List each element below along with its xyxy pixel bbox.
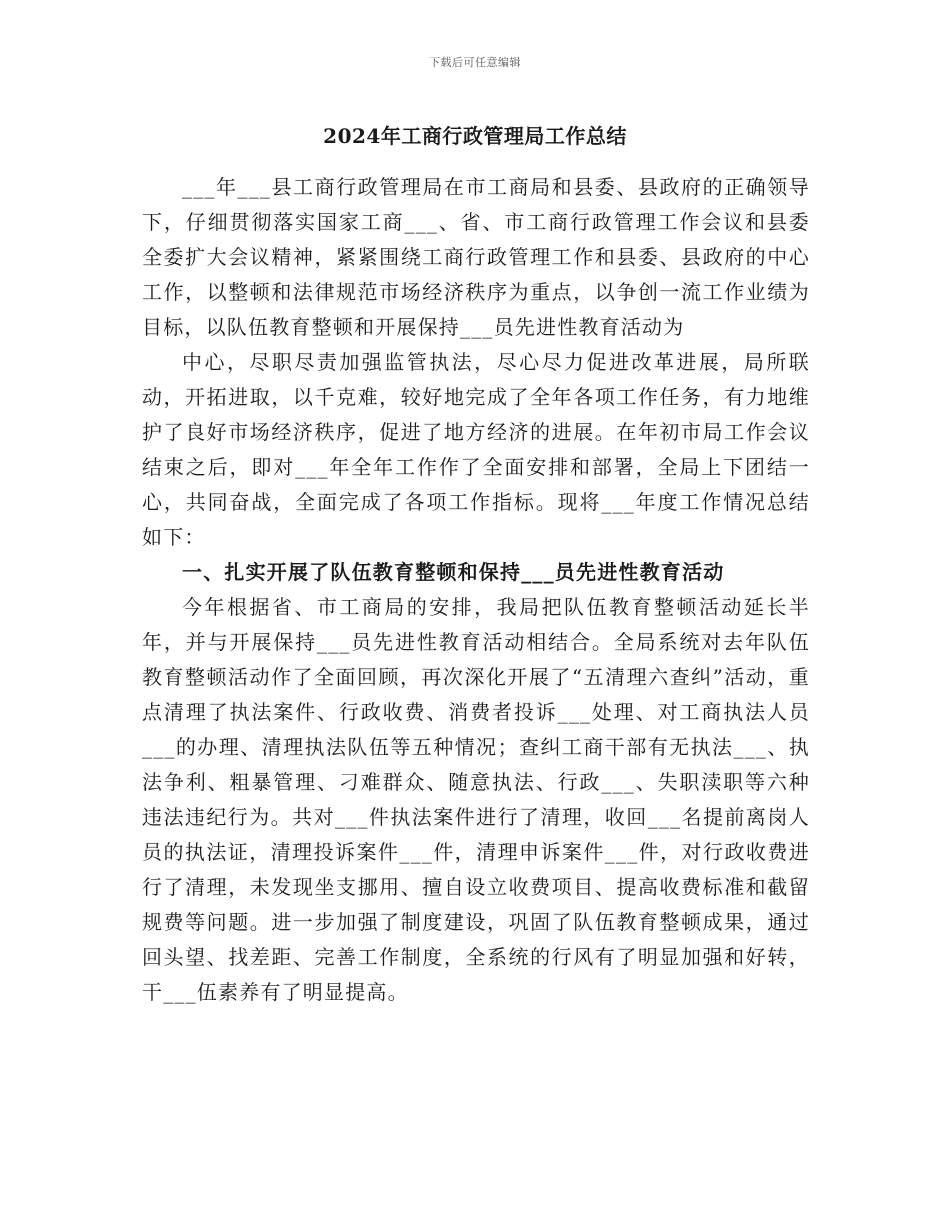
section-heading-1: 一、扎实开展了队伍教育整顿和保持___员先进性教育活动	[182, 560, 725, 584]
header-note: 下载后可任意编辑	[429, 56, 521, 69]
intro-paragraph: ___年___县工商行政管理局在市工商局和县委、县政府的正确领导下，仔细贯彻落实国家工商___、省、市工商行政管理工作会议和县委全委扩大会议精神，紧紧围绕工商行政管理工作和县委、县政府的中心工作，以整顿和法律规范市场经济秩序为重点，以争创一流工作业绩为目标，以队伍教育整顿和开展保持___员先进性教育活动为	[142, 175, 810, 339]
document-body	[142, 170, 810, 1010]
summary-paragraph: 中心，尽职尽责加强监管执法，尽心尽力促进改革进展，局所联动，开拓进取，以千克难，较好地完成了全年各项工作任务，有力地维护了良好市场经济秩序，促进了地方经济的进展。在年初市局工作会议结束之后，即对___年全年工作作了全面安排和部署，全局上下团结一心，共同奋战，全面完成了各项工作指标。现将___年度工作情况总结如下：	[142, 350, 810, 549]
section-1-paragraph: 今年根据省、市工商局的安排，我局把队伍教育整顿活动延长半年，并与开展保持___员先进性教育活动相结合。全局系统对去年队伍教育整顿活动作了全面回顾，再次深化开展了“五清理六查纠”活动，重点清理了执法案件、行政收费、消费者投诉___处理、对工商执法人员___的办理、清理执法队伍等五种情况；查纠工商干部有无执法___、执法争利、粗暴管理、刁难群众、随意执法、行政___、失职渎职等六种违法违纪行为。共对___件执法案件进行了清理，收回___名提前离岗人员的执法证，清理投诉案件___件，清理申诉案件___件，对行政收费进行了清理，未发现坐支挪用、擅自设立收费项目、提高收费标准和截留规费等问题。进一步加强了制度建设，巩固了队伍教育整顿成果，通过回头望、找差距、完善工作制度，全系统的行风有了明显加强和好转，干___伍素养有了明显提高。	[142, 595, 810, 1004]
document-title: 2024年工商行政管理局工作总结	[323, 124, 627, 148]
